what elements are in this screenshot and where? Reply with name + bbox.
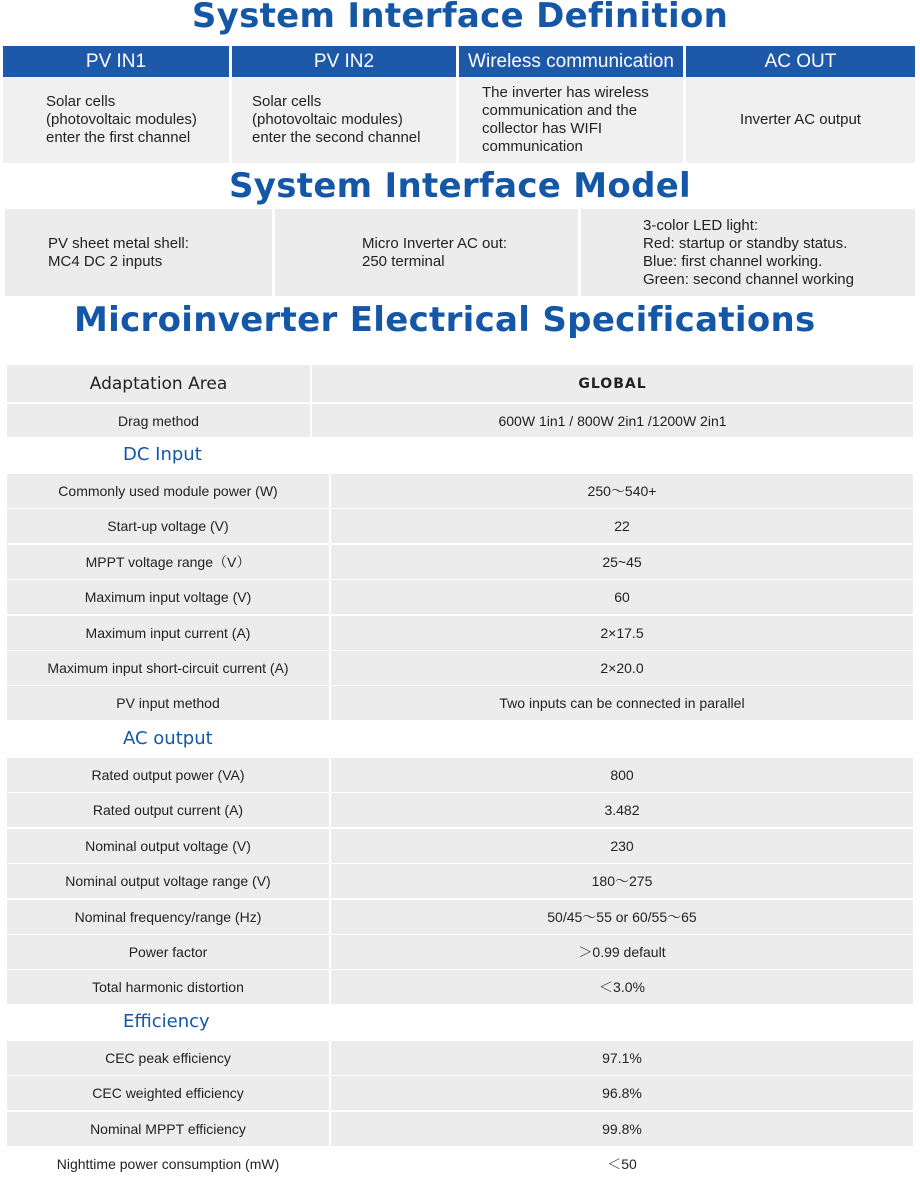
spec-value-text: 96.8% <box>602 1085 642 1102</box>
spec-value <box>331 509 913 543</box>
table-row <box>7 1041 913 1075</box>
interface-definition-table <box>3 46 915 163</box>
desc-ac-out-text: Inverter AC output <box>740 111 861 128</box>
spec-label-text: PV input method <box>116 695 220 712</box>
spec-label-text: Nominal frequency/range (Hz) <box>74 908 262 925</box>
model-cell-ac-out <box>275 209 578 296</box>
drag-method-value: 600W 1in1 / 800W 2in1 /1200W 2in1 <box>498 412 727 429</box>
table-row <box>7 1147 913 1181</box>
table-row <box>7 758 913 792</box>
spec-label <box>7 1147 331 1181</box>
desc-pv-in1 <box>3 77 229 163</box>
spec-value <box>331 651 913 685</box>
spec-label-text: Maximum input voltage (V) <box>84 589 252 606</box>
spec-label <box>7 1076 331 1110</box>
spec-value <box>331 1147 913 1181</box>
header-ac-out-label: AC OUT <box>764 50 837 72</box>
section-dc-input: DC Input <box>123 444 202 465</box>
spec-value-text: Two inputs can be connected in parallel <box>499 695 745 712</box>
adaptation-area-label: Adaptation Area <box>89 373 228 394</box>
table-row <box>7 829 913 863</box>
spec-value-text: ＜50 <box>607 1156 637 1173</box>
spec-label-text: Commonly used module power (W) <box>58 483 278 499</box>
desc-wireless-text: The inverter has wireless communication and the collector has WIFI communication <box>482 84 649 155</box>
desc-pv-in1-text: Solar cells (photovoltaic modules) enter the first channel <box>46 93 197 146</box>
spec-value-text: 230 <box>610 837 634 854</box>
spec-value <box>331 545 913 579</box>
spec-label <box>7 1112 331 1146</box>
table-row <box>7 509 913 543</box>
spec-label-text: Maximum input short-circuit current (A) <box>47 660 289 676</box>
title-interface-definition: System Interface Definition <box>191 0 729 36</box>
spec-value-text: 97.1% <box>602 1050 642 1066</box>
header-pv-in1-label: PV IN1 <box>85 50 147 72</box>
spec-label <box>7 900 331 934</box>
spec-label <box>7 365 312 402</box>
section-ac-output: AC output <box>123 728 213 749</box>
model-cell-led-text: 3-color LED light: Red: startup or standby status. Blue: first channel working. Green: second channel working <box>643 216 854 288</box>
spec-value-text: ＞0.99 default <box>578 944 666 960</box>
spec-label <box>7 935 331 969</box>
spec-value <box>331 580 913 614</box>
spec-label <box>7 686 331 720</box>
spec-label <box>7 474 331 508</box>
spec-label <box>7 1041 331 1075</box>
table-row <box>7 1076 913 1110</box>
spec-label-text: MPPT voltage range（V） <box>85 553 251 570</box>
spec-label <box>7 793 331 827</box>
spec-label <box>7 616 331 650</box>
desc-pv-in2 <box>232 77 456 163</box>
spec-value <box>331 864 913 898</box>
table-row <box>7 474 913 508</box>
spec-label-text: Power factor <box>128 944 208 960</box>
spec-value <box>331 829 913 863</box>
table-row <box>7 793 913 827</box>
header-pv-in2-label: PV IN2 <box>313 50 375 72</box>
model-cell-ac-out-text: Micro Inverter AC out: 250 terminal <box>362 234 508 270</box>
model-cell-shell-text: PV sheet metal shell: MC4 DC 2 inputs <box>48 234 189 270</box>
spec-label-text: Nominal output voltage range (V) <box>65 873 271 890</box>
drag-method-label: Drag method <box>118 412 199 429</box>
table-row <box>7 616 913 650</box>
spec-value <box>312 365 913 402</box>
spec-value <box>331 1076 913 1110</box>
spec-value-text: 25~45 <box>602 553 642 570</box>
spec-label-text: Nighttime power consumption (mW) <box>56 1156 280 1173</box>
table-row <box>7 1112 913 1146</box>
spec-label <box>7 580 331 614</box>
header-ac-out <box>686 46 915 77</box>
interface-model-table <box>5 209 915 296</box>
spec-label-text: Rated output power (VA) <box>91 767 245 783</box>
adaptation-area-value: GLOBAL <box>578 375 647 392</box>
spec-label <box>7 970 331 1004</box>
spec-value <box>331 935 913 969</box>
section-efficiency: Efficiency <box>123 1011 210 1032</box>
spec-value <box>331 1112 913 1146</box>
spec-label-text: Rated output current (A) <box>92 802 244 819</box>
spec-row-drag-method <box>7 404 913 437</box>
spec-value-text: 250～540+ <box>587 483 657 499</box>
spec-value <box>331 793 913 827</box>
spec-value-text: 99.8% <box>602 1120 642 1137</box>
table-row <box>7 864 913 898</box>
spec-label <box>7 509 331 543</box>
spec-label <box>7 829 331 863</box>
table-row <box>7 935 913 969</box>
spec-label-text: Total harmonic distortion <box>92 979 244 996</box>
spec-label <box>7 404 312 437</box>
spec-label <box>7 545 331 579</box>
spec-value <box>331 970 913 1004</box>
spec-label <box>7 758 331 792</box>
spec-value-text: 22 <box>614 518 630 535</box>
spec-value-text: 800 <box>610 767 634 783</box>
spec-value <box>312 404 913 437</box>
title-interface-model: System Interface Model <box>228 166 692 206</box>
table-row <box>7 686 913 720</box>
header-pv-in1 <box>3 46 229 77</box>
spec-row-adaptation-area <box>7 365 913 402</box>
spec-value <box>331 1041 913 1075</box>
spec-value-text: 180～275 <box>591 873 653 890</box>
spec-value <box>331 686 913 720</box>
header-wireless-label: Wireless communication <box>468 50 674 72</box>
spec-value-text: 2×20.0 <box>600 660 644 676</box>
spec-label-text: Nominal MPPT efficiency <box>90 1120 246 1137</box>
spec-value <box>331 758 913 792</box>
desc-pv-in2-text: Solar cells (photovoltaic modules) enter the second channel <box>252 93 421 146</box>
spec-label-text: Start-up voltage (V) <box>107 518 229 535</box>
spec-label <box>7 651 331 685</box>
spec-value-text: 50/45～55 or 60/55～65 <box>547 908 697 925</box>
table-row <box>7 970 913 1004</box>
header-wireless <box>459 46 683 77</box>
spec-label-text: Nominal output voltage (V) <box>85 837 251 854</box>
title-specifications: Microinverter Electrical Specifications <box>74 300 816 340</box>
spec-label-text: CEC weighted efficiency <box>92 1085 244 1102</box>
header-pv-in2 <box>232 46 456 77</box>
spec-value-text: ＜3.0% <box>599 979 645 996</box>
table-row <box>7 545 913 579</box>
table-row <box>7 580 913 614</box>
desc-ac-out <box>686 77 915 163</box>
table-row <box>7 651 913 685</box>
spec-value <box>331 900 913 934</box>
spec-value <box>331 474 913 508</box>
spec-label-text: CEC peak efficiency <box>105 1050 231 1066</box>
spec-label-text: Maximum input current (A) <box>85 624 251 641</box>
spec-value-text: 3.482 <box>604 802 640 819</box>
table-row <box>7 900 913 934</box>
desc-wireless <box>459 77 683 163</box>
model-cell-shell <box>5 209 272 296</box>
model-cell-led <box>581 209 915 296</box>
spec-value <box>331 616 913 650</box>
spec-label <box>7 864 331 898</box>
spec-value-text: 2×17.5 <box>600 624 644 641</box>
spec-value-text: 60 <box>614 589 630 606</box>
